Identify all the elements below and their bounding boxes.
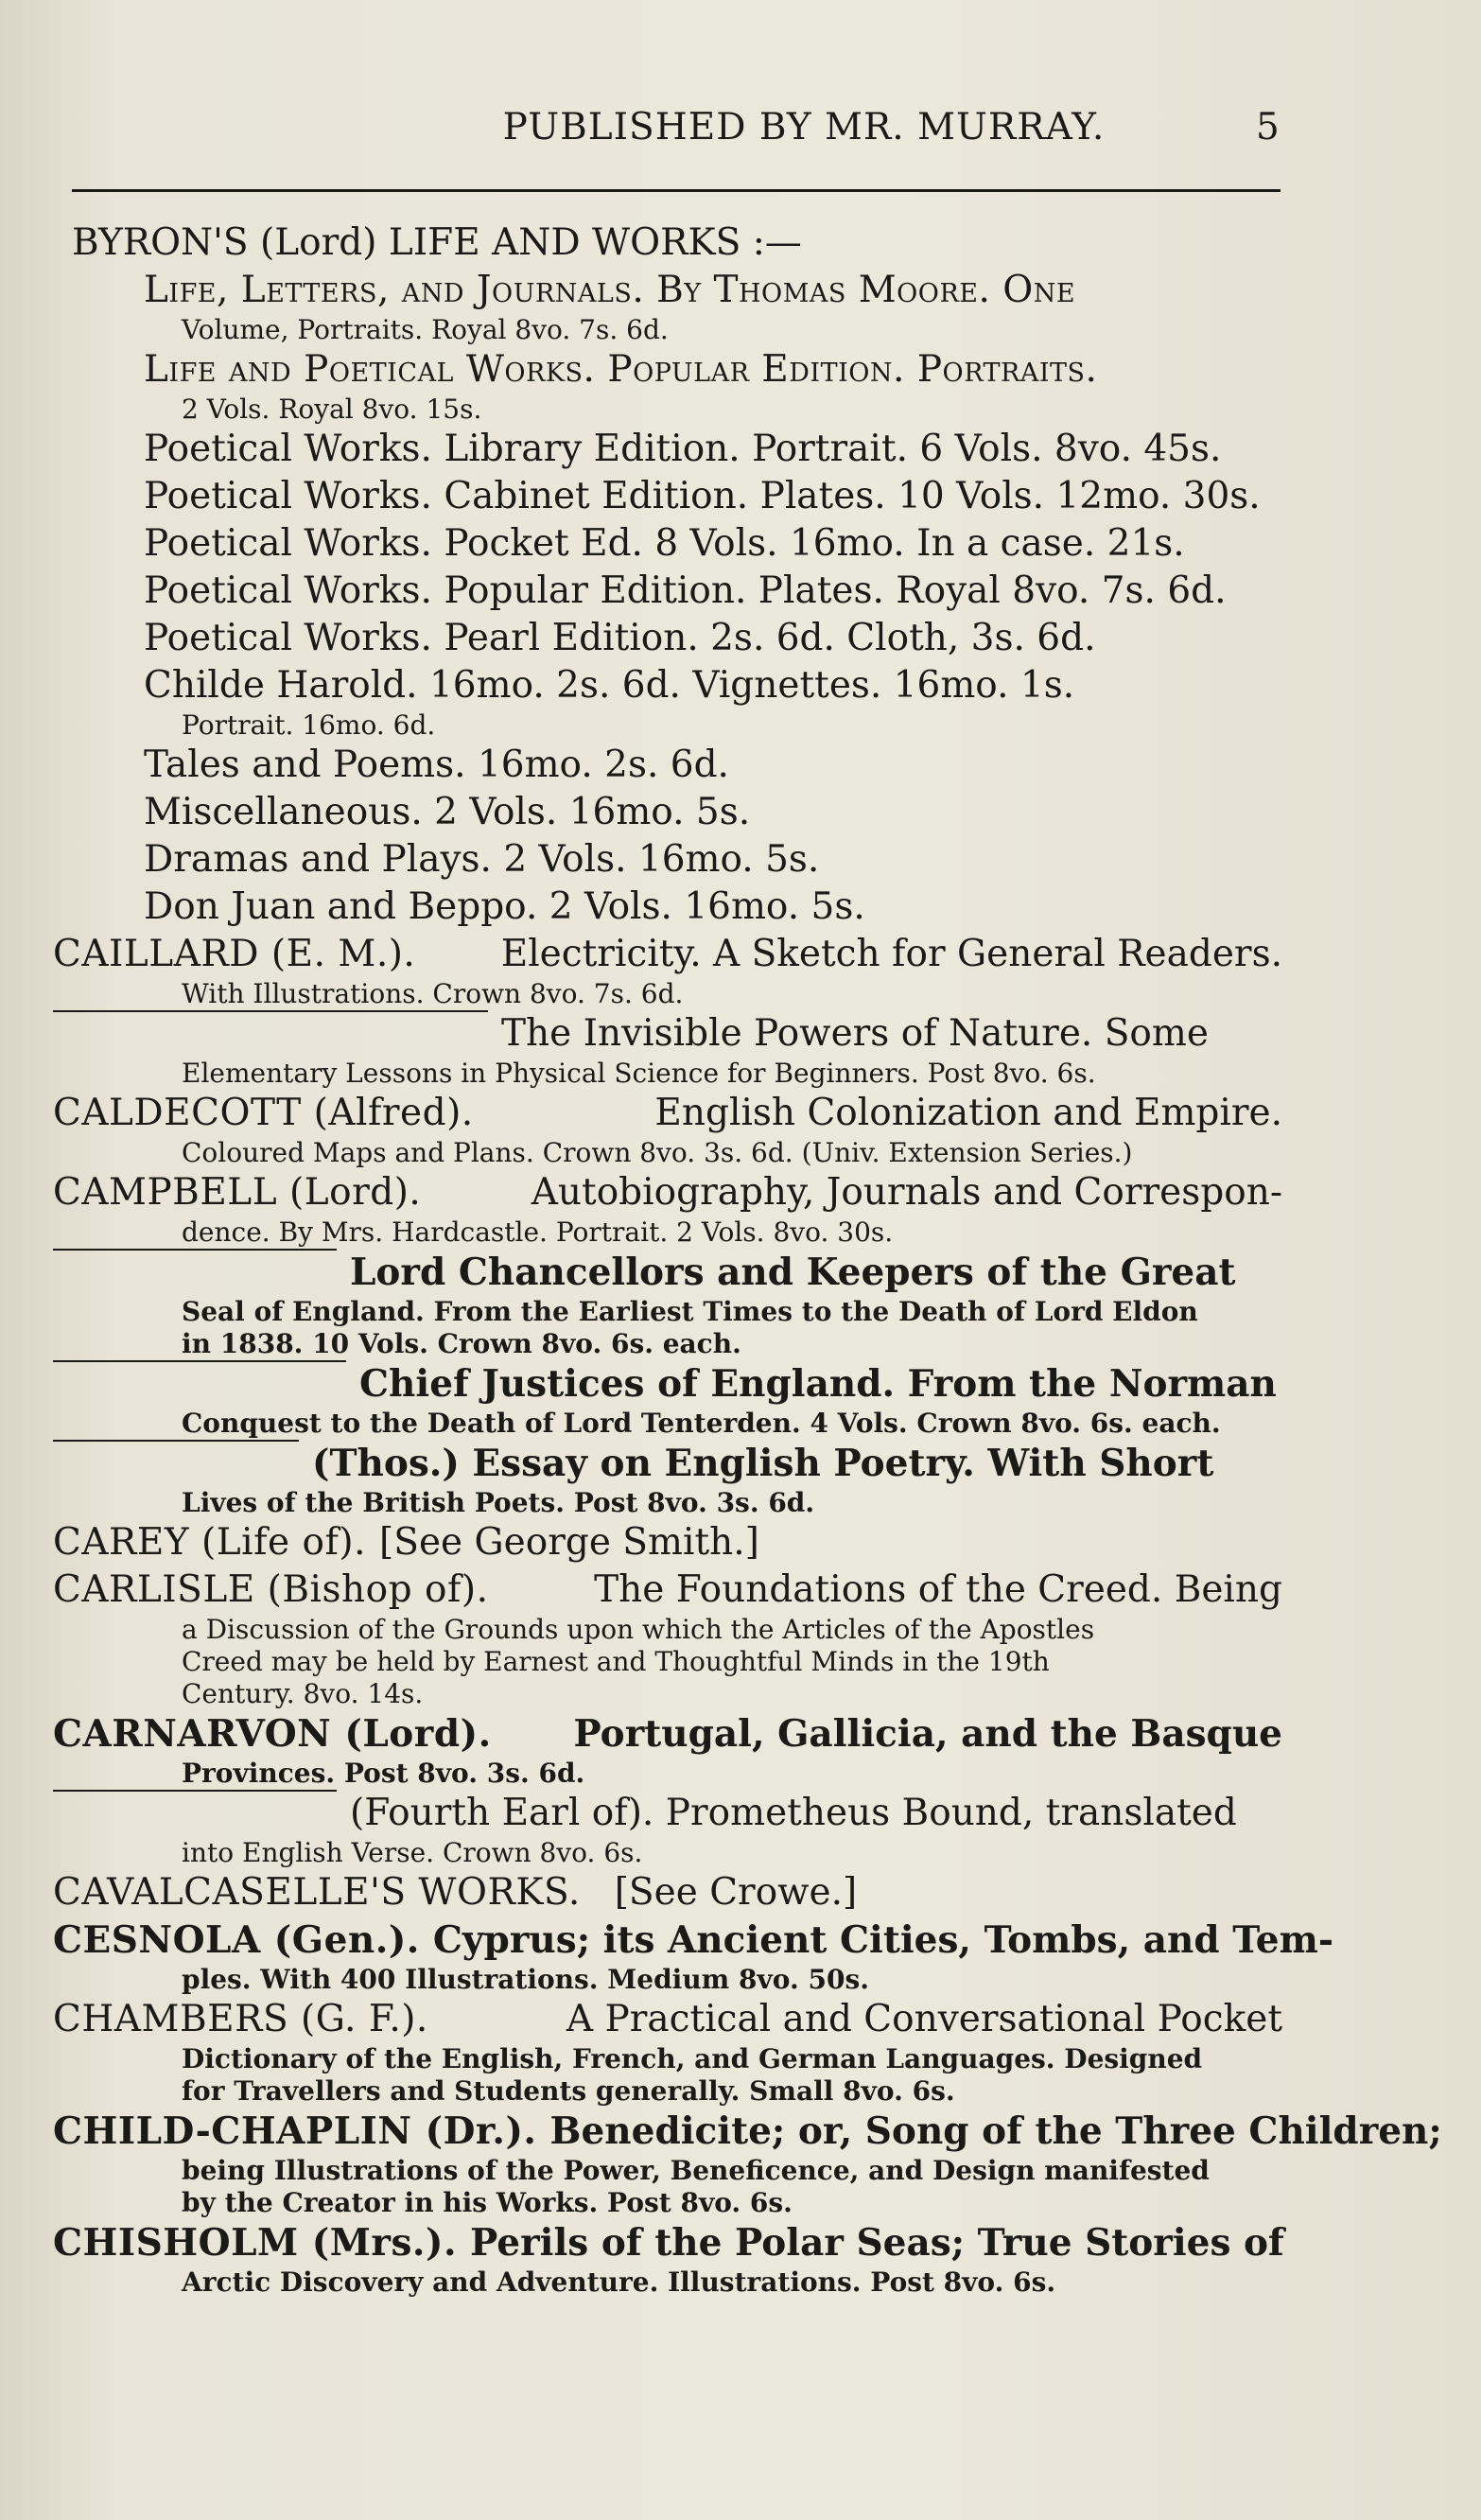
entry-heading-line	[53, 1090, 1282, 1137]
byron-item-childe-harold: Childe Harold. 16mo. 2s. 6d. Vignettes. 16mo. 1s.	[144, 664, 1075, 707]
entry-campbell-essay	[53, 1440, 1282, 1519]
entry-caldecott	[53, 1090, 1282, 1169]
entry-author: CHISHOLM (Mrs.).	[53, 2221, 458, 2265]
byron-item-life-letters: Life, Letters, and Journals. By Thomas Moore. One	[144, 269, 1076, 311]
entry-author: CARLISLE (Bishop of).	[53, 1568, 489, 1611]
entry-byron	[53, 219, 1282, 931]
entry-caillard-invisible-powers	[53, 1010, 1282, 1090]
byron-item-miscellaneous: Miscellaneous. 2 Vols. 16mo. 5s.	[144, 791, 751, 833]
entry-caillard	[53, 931, 1282, 1010]
entry-cavalcaselle	[53, 1869, 1282, 1916]
header-rule	[72, 189, 1281, 192]
entry-child-chaplin	[53, 2108, 1442, 2219]
entry-heading-line	[53, 2219, 1282, 2266]
entry-detail: Creed may be held by Earnest and Thoughtful Minds in the 19th	[182, 1646, 1050, 1677]
byron-item-tales-poems: Tales and Poems. 16mo. 2s. 6d.	[144, 744, 729, 786]
entry-detail: Provinces. Post 8vo. 3s. 6d.	[182, 1758, 585, 1789]
entry-detail: being Illustrations of the Power, Beneficence, and Design manifested	[182, 2155, 1210, 2186]
entry-carnarvon	[53, 1710, 1282, 1790]
entry-heading-line	[53, 1710, 1282, 1758]
entry-title: English Colonization and Empire.	[654, 1092, 1282, 1134]
running-header: PUBLISHED BY MR. MURRAY.	[502, 106, 1106, 149]
entry-title: (Fourth Earl of). Prometheus Bound, translated	[350, 1792, 1237, 1834]
entry-author: CHILD-CHAPLIN (Dr.).	[53, 2109, 537, 2153]
byron-item-life-letters-detail: Volume, Portraits. Royal 8vo. 7s. 6d.	[182, 314, 669, 345]
entry-detail: a Discussion of the Grounds upon which the Articles of the Apostles	[182, 1614, 1095, 1645]
byron-heading: BYRON'S (Lord) LIFE AND WORKS :—	[72, 221, 802, 264]
entry-carnarvon-prometheus	[53, 1790, 1282, 1869]
entry-title: A Practical and Conversational Pocket	[566, 1998, 1282, 2040]
entry-heading-line	[53, 931, 1282, 978]
entry-detail: in 1838. 10 Vols. Crown 8vo. 6s. each.	[182, 1328, 741, 1359]
entry-heading-line	[53, 1519, 1282, 1566]
entry-heading-line	[53, 1169, 1282, 1216]
entry-author: CARNARVON (Lord).	[53, 1712, 492, 1756]
entry-cesnola	[53, 1916, 1334, 1996]
entry-title: [See Crowe.]	[614, 1871, 858, 1914]
entry-title: Chief Justices of England. From the Norman	[359, 1362, 1277, 1406]
entry-title: Perils of the Polar Seas; True Stories of	[470, 2221, 1284, 2265]
entry-detail: Lives of the British Poets. Post 8vo. 3s. 6d.	[182, 1487, 815, 1518]
entry-chambers	[53, 1996, 1282, 2108]
entry-heading-line	[53, 1566, 1282, 1614]
entry-detail: Century. 8vo. 14s.	[182, 1678, 424, 1709]
byron-item-don-juan: Don Juan and Beppo. 2 Vols. 16mo. 5s.	[144, 885, 865, 928]
entry-title: Benedicite; or, Song of the Three Children;	[549, 2109, 1442, 2153]
entry-heading-line	[53, 1440, 1282, 1487]
entry-title: (Thos.) Essay on English Poetry. With Short	[312, 1442, 1214, 1485]
page-number: 5	[1256, 106, 1280, 149]
byron-item-pocket-edition: Poetical Works. Pocket Ed. 8 Vols. 16mo. In a case. 21s.	[144, 522, 1185, 565]
entry-detail: ples. With 400 Illustrations. Medium 8vo. 50s.	[182, 1964, 869, 1995]
ditto-rule	[53, 1010, 488, 1058]
entry-title: [See George Smith.]	[379, 1521, 759, 1564]
ditto-rule	[53, 1360, 346, 1408]
byron-item-library-edition: Poetical Works. Library Edition. Portrait. 6 Vols. 8vo. 45s.	[144, 428, 1222, 470]
entry-author: CESNOLA (Gen.).	[53, 1918, 420, 1962]
entry-chisholm	[53, 2219, 1282, 2299]
entry-detail: Arctic Discovery and Adventure. Illustrations. Post 8vo. 6s.	[182, 2266, 1056, 2298]
entry-title: The Invisible Powers of Nature. Some	[501, 1012, 1209, 1055]
entry-detail: by the Creator in his Works. Post 8vo. 6s.	[182, 2187, 793, 2218]
byron-item-popular-edition: Poetical Works. Popular Edition. Plates. Royal 8vo. 7s. 6d.	[144, 569, 1227, 612]
entry-title: The Foundations of the Creed. Being	[594, 1568, 1282, 1611]
entry-title: Autobiography, Journals and Correspon-	[531, 1171, 1282, 1214]
entry-campbell	[53, 1169, 1282, 1249]
ditto-rule	[53, 1440, 299, 1487]
entry-detail: Coloured Maps and Plans. Crown 8vo. 3s. 6d. (Univ. Extension Series.)	[182, 1137, 1133, 1168]
entry-author: CAVALCASELLE'S WORKS.	[53, 1871, 581, 1914]
entry-carey	[53, 1519, 1282, 1566]
entry-detail: dence. By Mrs. Hardcastle. Portrait. 2 Vols. 8vo. 30s.	[182, 1216, 894, 1248]
entry-title: Portugal, Gallicia, and the Basque	[573, 1712, 1282, 1756]
entry-heading-line	[53, 1996, 1282, 2043]
entry-detail: With Illustrations. Crown 8vo. 7s. 6d.	[182, 978, 684, 1009]
entry-heading-line	[53, 1010, 1282, 1058]
entry-author: CAILLARD (E. M.).	[53, 933, 416, 975]
entry-author: CAMPBELL (Lord).	[53, 1171, 422, 1214]
entry-detail: into English Verse. Crown 8vo. 6s.	[182, 1837, 643, 1868]
entry-heading-line	[53, 1869, 1282, 1916]
entry-author: CHAMBERS (G. F.).	[53, 1998, 428, 2040]
entry-heading-line	[53, 1790, 1282, 1837]
entry-detail: Elementary Lessons in Physical Science for Beginners. Post 8vo. 6s.	[182, 1058, 1096, 1089]
entry-heading-line	[53, 1249, 1282, 1296]
entry-title: Electricity. A Sketch for General Readers.	[500, 933, 1282, 975]
byron-item-life-poetical-detail: 2 Vols. Royal 8vo. 15s.	[182, 394, 482, 425]
entry-campbell-chief-justices	[53, 1360, 1282, 1440]
entry-detail: Conquest to the Death of Lord Tenterden. 4 Vols. Crown 8vo. 6s. each.	[182, 1408, 1221, 1439]
byron-item-dramas-plays: Dramas and Plays. 2 Vols. 16mo. 5s.	[144, 838, 820, 881]
entry-carlisle	[53, 1566, 1282, 1710]
entry-campbell-chancellors	[53, 1249, 1282, 1360]
byron-item-cabinet-edition: Poetical Works. Cabinet Edition. Plates. 10 Vols. 12mo. 30s.	[144, 475, 1261, 517]
ditto-rule	[53, 1249, 337, 1296]
entry-author: CAREY (Life of).	[53, 1521, 367, 1564]
entry-detail: Dictionary of the English, French, and German Languages. Designed	[182, 2043, 1203, 2074]
entry-heading-line	[53, 2108, 1442, 2155]
byron-item-childe-harold-detail: Portrait. 16mo. 6d.	[182, 709, 436, 741]
catalogue-entries	[53, 219, 1442, 2299]
entry-detail: for Travellers and Students generally. Small 8vo. 6s.	[182, 2075, 955, 2107]
entry-title: Cyprus; its Ancient Cities, Tombs, and Tem-	[432, 1918, 1334, 1962]
entry-title: Lord Chancellors and Keepers of the Great	[350, 1251, 1236, 1294]
entry-detail: Seal of England. From the Earliest Times to the Death of Lord Eldon	[182, 1296, 1198, 1327]
byron-item-pearl-edition: Poetical Works. Pearl Edition. 2s. 6d. Cloth, 3s. 6d.	[144, 617, 1096, 659]
entry-heading-line	[53, 1916, 1334, 1964]
byron-item-life-poetical: Life and Poetical Works. Popular Edition. Portraits.	[144, 348, 1098, 391]
ditto-rule	[53, 1790, 337, 1837]
entry-heading-line	[53, 1360, 1282, 1408]
entry-author: CALDECOTT (Alfred).	[53, 1092, 474, 1134]
